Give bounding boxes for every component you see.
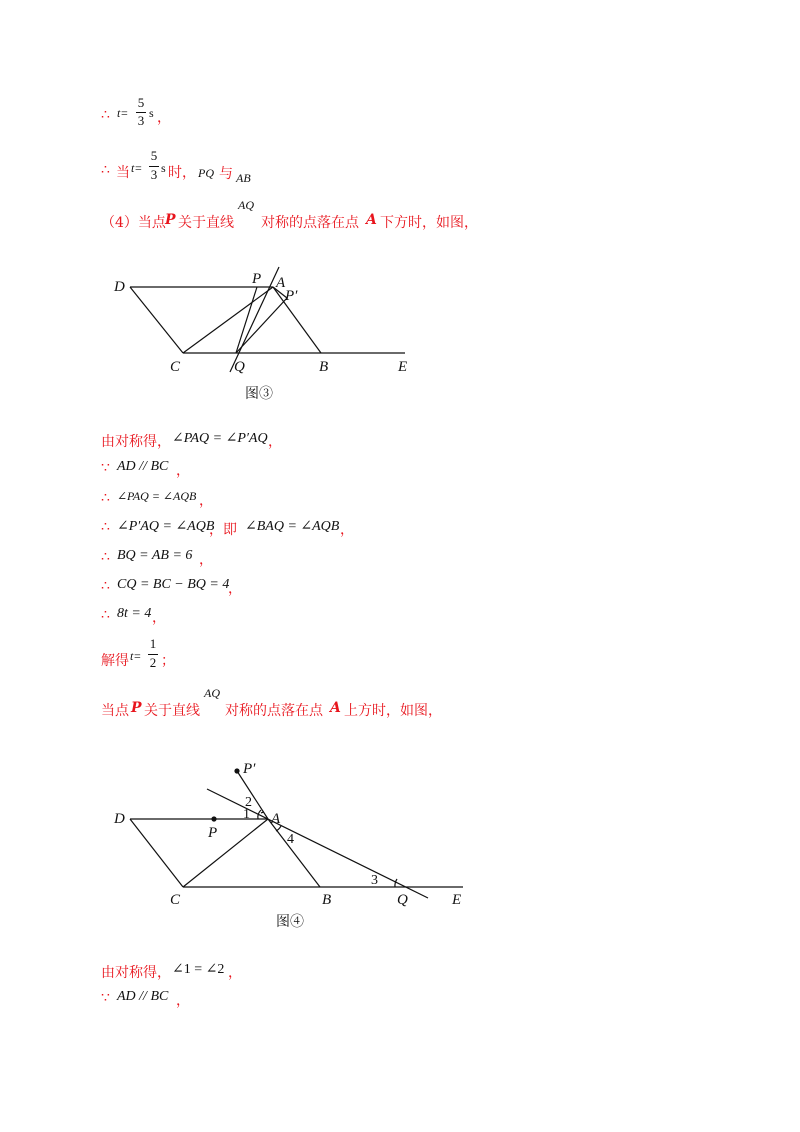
comma: ， xyxy=(176,463,190,479)
text-when: 当 xyxy=(116,165,130,181)
therefore-symbol: ∴ xyxy=(101,578,110,594)
therefore-symbol: ∴ xyxy=(101,549,110,565)
segment-ca xyxy=(183,819,268,887)
text-case4-prefix: （4）当点 xyxy=(101,215,166,231)
text-namely: ，即 xyxy=(209,522,237,538)
equation: ∠PAQ = ∠P′AQ xyxy=(172,431,268,446)
line-aq: AQ xyxy=(238,198,254,212)
segment-pq: PQ xyxy=(198,166,214,180)
unit-s: s xyxy=(161,161,166,175)
therefore-symbol: ∴ xyxy=(101,162,110,178)
comma: ， xyxy=(157,110,171,126)
comma: ， xyxy=(199,552,213,568)
equals: = xyxy=(134,649,141,663)
var-t: t xyxy=(130,649,134,663)
figure-4 xyxy=(100,755,470,935)
equation: ∠P′AQ = ∠AQB xyxy=(117,519,215,534)
figure-3-caption: 图③ xyxy=(245,387,273,402)
text-shi: 时， xyxy=(168,165,196,181)
equation: BQ = AB = 6 xyxy=(117,548,193,563)
segment-ppq xyxy=(236,298,287,353)
comma: ， xyxy=(152,610,166,626)
point-p-dot xyxy=(211,816,216,821)
label-b: B xyxy=(322,892,332,908)
label-d: D xyxy=(114,811,125,827)
equation: ∠PAQ = ∠AQB xyxy=(117,489,197,503)
comma: ， xyxy=(176,993,190,1009)
label-p: P xyxy=(208,825,218,841)
text-below: 下方时，如图， xyxy=(380,215,478,231)
therefore-symbol: ∴ xyxy=(101,490,110,506)
text-yu: 与 xyxy=(219,166,233,182)
figure-4-caption: 图④ xyxy=(276,915,304,930)
text-by-symmetry: 由对称得， xyxy=(101,965,171,981)
label-p: P xyxy=(252,271,262,287)
line-aq xyxy=(207,789,428,898)
equation: AD // BC xyxy=(117,459,169,474)
comma: ， xyxy=(228,581,242,597)
fraction-denominator: 3 xyxy=(150,167,158,182)
fraction-numerator: 5 xyxy=(150,148,158,163)
angle-label-2: 2 xyxy=(245,795,252,810)
label-c: C xyxy=(170,359,181,375)
therefore-symbol: ∴ xyxy=(101,107,110,123)
point-a: A xyxy=(366,212,377,228)
equation: AD // BC xyxy=(117,989,169,1004)
point-p-prime-dot xyxy=(234,768,239,773)
label-a: A xyxy=(271,811,281,827)
angle-label-3: 3 xyxy=(371,873,378,888)
comma: ， xyxy=(228,965,242,981)
text-above: 上方时，如图， xyxy=(344,703,442,719)
var-t: t xyxy=(117,106,121,120)
equation-2: ∠BAQ = ∠AQB xyxy=(245,519,340,534)
point-a: A xyxy=(330,700,341,716)
unit-s: s xyxy=(149,106,154,120)
text-solve: 解得 xyxy=(101,653,129,669)
because-symbol: ∵ xyxy=(101,990,110,1006)
label-e: E xyxy=(452,892,462,908)
label-q: Q xyxy=(397,892,408,908)
text-about-line: 关于直线 xyxy=(144,703,200,719)
point-p: P xyxy=(131,700,142,716)
equals: = xyxy=(135,161,142,175)
comma: ， xyxy=(340,522,354,538)
figure-3 xyxy=(100,260,430,410)
fraction-denominator: 2 xyxy=(149,655,157,670)
therefore-symbol: ∴ xyxy=(101,607,110,623)
segment-dc xyxy=(130,287,183,353)
line-aq: AQ xyxy=(204,686,220,700)
therefore-symbol: ∴ xyxy=(101,519,110,535)
text-about-line: 关于直线 xyxy=(178,215,234,231)
label-c: C xyxy=(170,892,181,908)
text-symmetric: 对称的点落在点 xyxy=(261,215,359,231)
segment-ca xyxy=(183,287,273,353)
label-e: E xyxy=(398,359,408,375)
angle-label-1: 1 xyxy=(243,807,250,822)
equals: = xyxy=(121,106,128,120)
text-symmetric: 对称的点落在点 xyxy=(225,703,323,719)
comma: ， xyxy=(268,434,282,450)
equation: 8t = 4 xyxy=(117,606,152,621)
fraction-denominator: 3 xyxy=(137,113,145,128)
fraction-numerator: 5 xyxy=(137,95,145,110)
label-q: Q xyxy=(234,359,245,375)
because-symbol: ∵ xyxy=(101,460,110,476)
label-p-prime: P′ xyxy=(285,288,298,304)
segment-ab: AB xyxy=(236,171,251,185)
angle-label-4: 4 xyxy=(287,832,294,847)
point-p: P xyxy=(165,212,176,228)
label-d: D xyxy=(114,279,125,295)
equation: ∠1 = ∠2 xyxy=(172,962,225,977)
equation: CQ = BC − BQ = 4 xyxy=(117,577,230,592)
semicolon: ； xyxy=(161,653,175,669)
fraction-numerator: 1 xyxy=(149,636,157,651)
comma: ， xyxy=(199,493,213,509)
label-b: B xyxy=(319,359,329,375)
text-when-point: 当点 xyxy=(101,703,129,719)
label-a: A xyxy=(276,275,286,291)
segment-dc xyxy=(130,819,183,887)
segment-ab xyxy=(268,819,320,887)
var-t: t xyxy=(131,161,135,175)
text-by-symmetry: 由对称得， xyxy=(101,434,171,450)
label-p-prime: P′ xyxy=(243,761,256,777)
